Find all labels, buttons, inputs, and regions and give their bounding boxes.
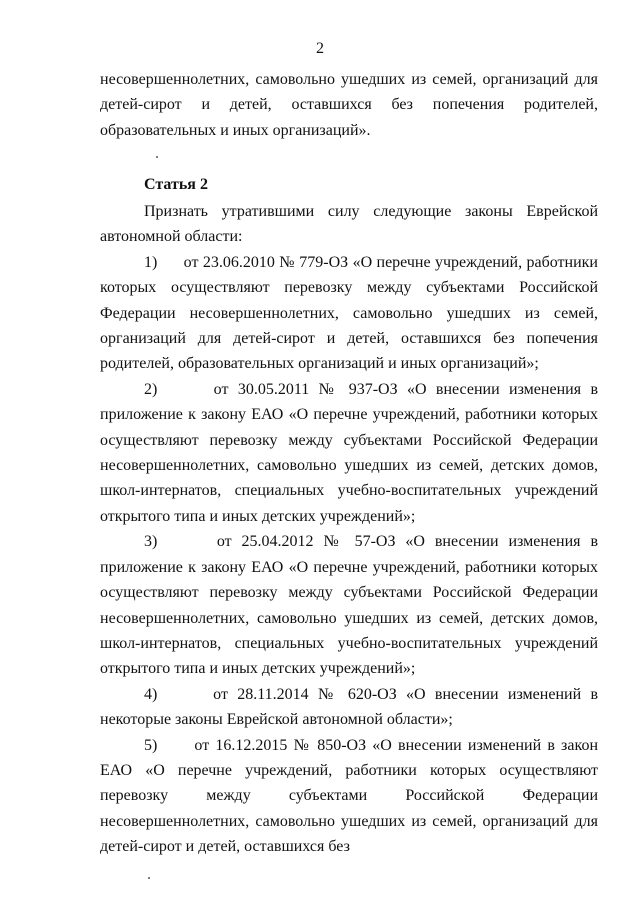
item-text: от 28.11.2014 № 620-ОЗ «О внесении изменений в некоторые законы Еврейской автономной области»; bbox=[100, 685, 598, 729]
item-text: от 30.05.2011 № 937-ОЗ «О внесении изменения в приложение к закону ЕАО «О перечне учреждений, работники которых осуществляют перевозку между субъектами Российской Федерации несовершеннолетних, самовольно ушедших из семей, детских домов, школ-интернатов, специальных учебно-воспитательных учреждений открытого типа и иных детских учреждений»; bbox=[100, 380, 598, 525]
continuation-paragraph bbox=[100, 67, 598, 143]
article-body bbox=[100, 199, 598, 860]
item-number: 5) bbox=[144, 736, 158, 754]
scan-speck bbox=[148, 877, 150, 879]
item-text: от 16.12.2015 № 850-ОЗ «О внесении изменений в закон ЕАО «О перечне учреждений, работники которых осуществляют перевозку между субъектами Российской Федерации несовершеннолетних, самовольно ушедших из семей, организаций для детей-сирот и детей, оставшихся без bbox=[100, 736, 599, 856]
page-number: 2 bbox=[316, 40, 324, 57]
list-item bbox=[100, 733, 598, 860]
item-number: 2) bbox=[144, 380, 158, 398]
article-title: Статья 2 bbox=[144, 176, 208, 193]
item-number: 1) bbox=[144, 253, 158, 271]
list-item bbox=[100, 250, 598, 377]
list-item bbox=[100, 377, 598, 529]
list-item bbox=[100, 682, 598, 733]
item-number: 4) bbox=[144, 685, 158, 703]
scan-speck bbox=[156, 156, 158, 158]
item-text: от 25.04.2012 № 57-ОЗ «О внесении изменения в приложение к закону ЕАО «О перечне учреждений, работники которых осуществляют перевозку между субъектами Российской Федерации несовершеннолетних, самовольно ушедших из семей, детских домов, школ-интернатов, специальных учебно-воспитательных учреждений открытого типа и иных детских учреждений»; bbox=[100, 533, 599, 678]
item-text: от 23.06.2010 № 779-ОЗ «О перечне учреждений, работники которых осуществляют перевозку между субъектами Российской Федерации несовершеннолетних, самовольно ушедших из семей, организаций для детей-сирот и детей, оставшихся без попечения родителей, образовательных организаций и иных организаций»; bbox=[100, 253, 598, 373]
list-item bbox=[100, 529, 598, 681]
article-intro: Признать утратившими силу следующие законы Еврейской автономной области: bbox=[100, 203, 598, 246]
continuation-text: несовершеннолетних, самовольно ушедших из семей, организаций для детей-сирот и детей, оставшихся без попечения родителей, образовательных и иных организаций». bbox=[100, 71, 598, 139]
item-number: 3) bbox=[144, 533, 158, 551]
